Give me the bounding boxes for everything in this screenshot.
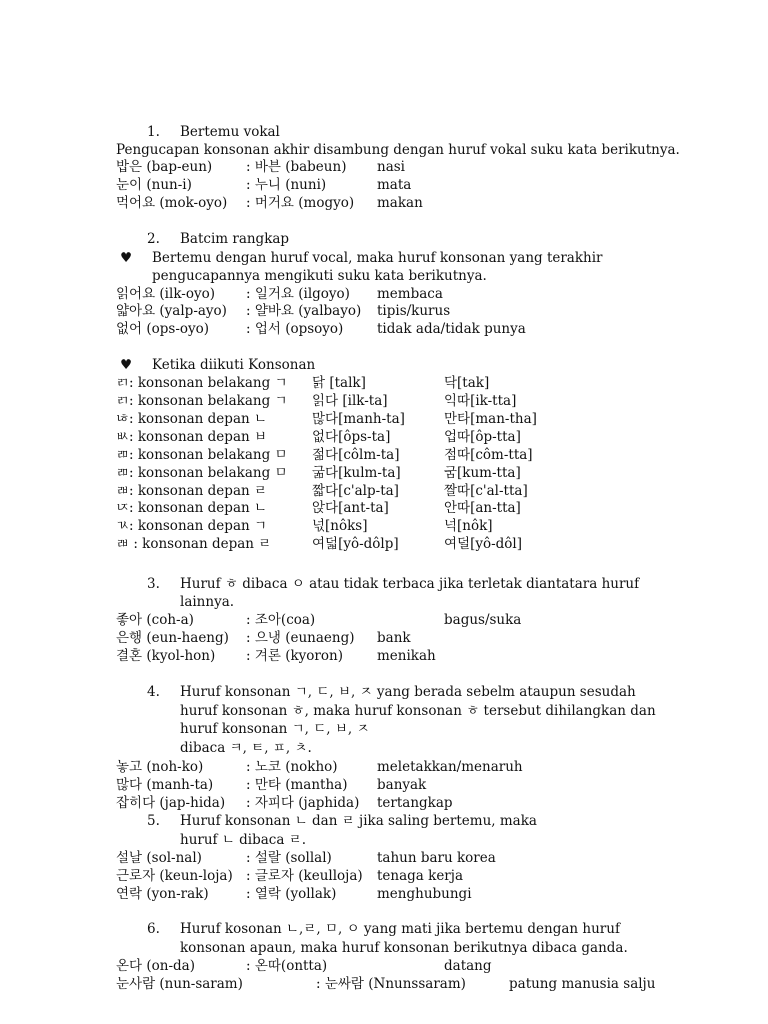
bullet-text: Bertemu dengan huruf vocal, maka huruf konsonan yang terakhir [152,250,603,266]
korean-word: 좋아 (coh-a) [116,612,194,628]
written-form: 여덟[yô-dôlp] [312,536,399,552]
meaning: tahun baru korea [377,850,496,866]
meaning: nasi [377,159,405,175]
meaning: tenaga kerja [377,868,463,884]
korean-word: 결혼 (kyol-hon) [116,648,216,664]
pronunciation: : 온따(ontta) [246,958,328,974]
korean-word: 먹어요 (mok-oyo) [116,195,228,211]
korean-word: 근로자 (keun-loja) [116,868,233,884]
meaning: tertangkap [377,795,453,811]
korean-word: 온다 (on-da) [116,958,195,974]
pronunciation: : 자피다 (japhida) [246,795,360,811]
meaning: menikah [377,648,436,664]
consonant-rule: ㄼ: konsonan depan ㄹ [116,483,268,499]
meaning: makan [377,195,423,211]
meaning: mata [377,177,412,193]
meaning: banyak [377,777,427,793]
section-text: huruf ㄴ dibaca ㄹ. [180,832,307,848]
heart-bullet-icon: ♥ [120,357,133,373]
meaning: bagus/suka [444,612,522,628]
section-text: huruf konsonan ㄱ, ㄷ, ㅂ, ㅈ [180,721,370,737]
pronunciation: : 바븐 (babeun) [246,159,347,175]
pronunciation: : 눈싸람 (Nnunssaram) [316,976,466,992]
meaning: membaca [377,286,443,302]
pronunciation: : 노코 (nokho) [246,759,338,775]
written-form: 굶다[kulm-ta] [312,465,401,481]
meaning: tidak ada/tidak punya [377,321,526,337]
consonant-rule: ㄶ: konsonan depan ㄴ [116,411,268,427]
section-number: 4. [147,684,160,700]
korean-word: 얇아요 (yalp-ayo) [116,303,227,319]
korean-word: 연락 (yon-rak) [116,886,209,902]
spoken-form: 굼[kum-tta] [444,465,521,481]
section-number: 3. [147,576,160,592]
korean-word: 은행 (eun-haeng) [116,630,229,646]
section-title: Batcim rangkap [180,231,290,247]
section-1-intro: Pengucapan konsonan akhir disambung dengan huruf vokal suku kata berikutnya. [116,142,680,158]
written-form: 많다[manh-ta] [312,411,405,427]
consonant-rule: ㄺ: konsonan belakang ㄱ [116,375,288,391]
consonant-rule: ㄳ: konsonan depan ㄱ [116,518,268,534]
section-text: lainnya. [180,594,235,610]
korean-word: 놓고 (noh-ko) [116,759,204,775]
meaning: datang [444,958,492,974]
written-form: 넋[nôks] [312,518,368,534]
meaning: bank [377,630,411,646]
section-text: Huruf konsonan ㄴ dan ㄹ jika saling bertemu, maka [180,813,537,829]
pronunciation: : 설랄 (sollal) [246,850,332,866]
spoken-form: 점따[côm-tta] [444,447,533,463]
pronunciation: : 글로자 (keulloja) [246,868,363,884]
spoken-form: 짤따[c'al-tta] [444,483,528,499]
consonant-rule: ㄵ: konsonan depan ㄴ [116,500,268,516]
spoken-form: 안따[an-tta] [444,500,521,516]
pronunciation: : 으냉 (eunaeng) [246,630,355,646]
korean-word: 없어 (ops-oyo) [116,321,210,337]
pronunciation: : 일거요 (ilgoyo) [246,286,350,302]
consonant-rule: ㅄ: konsonan depan ㅂ [116,429,268,445]
pronunciation: : 열락 (yollak) [246,886,337,902]
pronunciation: : 만타 (mantha) [246,777,348,793]
section-text: Huruf kosonan ㄴ,ㄹ, ㅁ, ㅇ yang mati jika bertemu dengan huruf [180,921,620,937]
korean-word: 눈사람 (nun-saram) [116,976,243,992]
bullet-text: Ketika diikuti Konsonan [152,357,316,373]
bullet-text: pengucapannya mengikuti suku kata berikutnya. [152,268,487,284]
written-form: 짧다[c'alp-ta] [312,483,399,499]
section-text: dibaca ㅋ, ㅌ, ㅍ, ㅊ. [180,740,312,756]
section-number: 5. [147,813,160,829]
pronunciation: : 업서 (opsoyo) [246,321,344,337]
written-form: 없다[ôps-ta] [312,429,391,445]
written-form: 읽다 [ilk-ta] [312,393,388,409]
consonant-rule: ㄼ : konsonan depan ㄹ [116,536,272,552]
pronunciation: : 조아(coa) [246,612,316,628]
section-text: huruf konsonan ㅎ, maka huruf konsonan ㅎ tersebut dihilangkan dan [180,703,656,719]
spoken-form: 익따[ik-tta] [444,393,517,409]
meaning: tipis/kurus [377,303,451,319]
korean-word: 밥은 (bap-eun) [116,159,213,175]
section-text: konsonan apaun, maka huruf konsonan berikutnya dibaca ganda. [180,940,628,956]
written-form: 젊다[côlm-ta] [312,447,400,463]
pronunciation: : 누니 (nuni) [246,177,327,193]
section-number: 6. [147,921,160,937]
spoken-form: 넉[nôk] [444,518,493,534]
spoken-form: 닥[tak] [444,375,490,391]
korean-word: 눈이 (nun-i) [116,177,192,193]
spoken-form: 업따[ôp-tta] [444,429,521,445]
section-text: Huruf ㅎ dibaca ㅇ atau tidak terbaca jika terletak diantatara huruf [180,576,640,592]
korean-word: 설날 (sol-nal) [116,850,202,866]
meaning: patung manusia salju [509,976,656,992]
korean-word: 많다 (manh-ta) [116,777,214,793]
consonant-rule: ㄻ: konsonan belakang ㅁ [116,465,288,481]
pronunciation: : 겨론 (kyoron) [246,648,343,664]
korean-word: 읽어요 (ilk-oyo) [116,286,215,302]
korean-word: 잡히다 (jap-hida) [116,795,226,811]
heart-bullet-icon: ♥ [120,250,133,266]
section-number: 2. [147,231,160,247]
spoken-form: 여덜[yô-dôl] [444,536,523,552]
written-form: 앉다[ant-ta] [312,500,389,516]
section-number: 1. [147,124,160,140]
spoken-form: 만타[man-tha] [444,411,537,427]
pronunciation: : 얄바요 (yalbayo) [246,303,362,319]
consonant-rule: ㄺ: konsonan belakang ㄱ [116,393,288,409]
consonant-rule: ㄻ: konsonan belakang ㅁ [116,447,288,463]
meaning: meletakkan/menaruh [377,759,523,775]
pronunciation: : 머거요 (mogyo) [246,195,355,211]
section-title: Bertemu vokal [180,124,280,140]
written-form: 닭 [talk] [312,375,366,391]
section-text: Huruf konsonan ㄱ, ㄷ, ㅂ, ㅈ yang berada sebelm ataupun sesudah [180,684,636,700]
meaning: menghubungi [377,886,472,902]
